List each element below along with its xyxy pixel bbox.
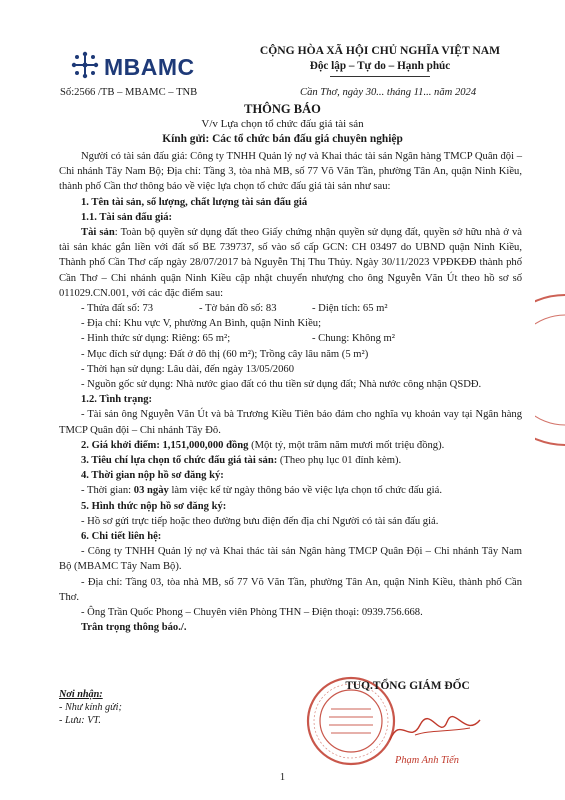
logo-text: MBAMC [104,54,195,80]
section-2 [59,438,522,453]
notice-title: THÔNG BÁO [244,102,321,116]
recipient-1: - Như kính gửi; [59,702,122,713]
section-6-heading: 6. Chi tiết liên hệ: [81,531,162,543]
map-sheet: - Tờ bản đồ số: 83 [199,303,277,315]
parcel-address: - Địa chỉ: Khu vực V, phường An Bình, quận Ninh Kiều; [81,318,322,330]
asset-label: Tài sản [81,227,115,239]
place-date: Cần Thơ, ngày 30... tháng 11... năm 2024 [300,87,477,98]
usage-row [59,331,522,346]
criteria-text: (Theo phụ lục 01 đính kèm). [277,455,402,467]
section-1-1-heading: 1.1. Tài sản đấu giá: [81,211,173,223]
submission-method: - Hồ sơ gửi trực tiếp hoặc theo đường bưu điện đến địa chỉ Người có tài sản đấu giá. [81,515,439,527]
starting-price: 2. Giá khởi điểm: 1,151,000,000 đồng [81,439,249,451]
nation-heading: CỘNG HÒA XÃ HỘI CHỦ NGHĨA VIỆT NAM [259,44,501,57]
asset-text: : Toàn bộ quyền sử dụng đất theo Giấy chứng nhận quyền sử dụng đất, quyền sở hữu nhà ở và tài sản khác gắn liền với đất số BE 739737, số vào sổ cấp GCN: CH 03497 do UBND quận Ninh Kiều, Thành phố Cần Thơ cấp ngày 28/07/2017 bà Nguyễn Thị Thu Thủy. Ngày 30/11/2023 VPĐKĐĐ thành phố Cần Thơ – Chi nhánh quận Ninh Kiều cập nhật chuyển nhượng cho ông Nguyễn Văn Út theo hồ sơ số 011029.CN.001, với các đặc điểm sau: [59,227,522,299]
document-number: Số:2566 /TB – MBAMC – TNB [60,87,198,98]
subject-line: V/v Lựa chọn tổ chức đấu giá tài sản [201,118,364,130]
starting-price-words: (Một tỷ, một trăm năm mươi mốt triệu đồng). [248,439,445,451]
intro-paragraph: Người có tài sản đấu giá: Công ty TNHH Quản lý nợ và Khai thác tài sản Ngân hàng TMCP Quân đội – Chi nhánh Tây Nam Bộ; Địa chỉ: Tầng 3, tòa nhà MB, số 77 Võ Văn Tần, phường Tân An, quận Ninh Kiều, thành phố Cần thơ thông báo về việc lựa chọn tổ chức đấu giá tài sản như sau: [59,151,522,193]
motto-underline [330,76,430,77]
signer-name: Phạm Anh Tiến [395,755,459,766]
parcel-number: - Thửa đất số: 73 [81,303,154,315]
submission-days: 03 ngày [133,485,169,497]
recipients-block [59,688,259,727]
closing: Trân trọng thông báo./. [81,622,187,634]
contact-person: - Ông Trần Quốc Phong – Chuyên viên Phòng THN – Điện thoại: 0939.756.668. [81,607,423,619]
contact-address: - Địa chỉ: Tầng 03, tòa nhà MB, số 77 Võ Văn Tần, phường Tân An, quận Ninh Kiều, thành phố Cần Thơ. [59,576,522,603]
criteria-heading: 3. Tiêu chí lựa chọn tổ chức đấu giá tài sản: [81,455,278,467]
signer-title: TUQ.TỔNG GIÁM ĐỐC [345,680,470,692]
margin-seal-stamp [535,290,565,450]
section-1-heading: 1. Tên tài sản, số lượng, chất lượng tài sản đấu giá [81,196,308,208]
mbamc-logo [70,50,220,84]
contact-company: - Công ty TNHH Quản lý nợ và Khai thác tài sản Ngân hàng TMCP Quân Đội – Chi nhánh Tây Nam Bộ (MBAMC Tây Nam Bộ). [59,546,522,573]
section-3 [59,453,522,468]
usage-form: - Hình thức sử dụng: Riêng: 65 m²; [81,333,231,345]
greeting: Kính gửi: Các tổ chức bán đấu giá chuyên nghiệp [162,133,403,145]
section-1-2-heading: 1.2. Tình trạng: [81,394,153,406]
parcel-area: - Diện tích: 65 m² [312,303,388,315]
section-4-heading: 4. Thời gian nộp hồ sơ đăng ký: [81,470,224,482]
asset-description [59,225,522,301]
asset-status: - Tài sản ông Nguyễn Văn Út và bà Trương Kiều Tiên bảo đảm cho nghĩa vụ khoản vay tại Ngân hàng TMCP Quân đội – Chi nhánh Tây Đô. [59,409,522,436]
document-body [59,149,522,636]
usage-term: - Thời hạn sử dụng: Lâu dài, đến ngày 13/05/2060 [81,363,294,375]
section-5-heading: 5. Hình thức nộp hồ sơ đăng ký: [81,500,227,512]
usage-purpose: - Mục đích sử dụng: Đất ở đô thị (60 m²); Trồng cây lâu năm (5 m²) [81,348,369,360]
usage-shared: - Chung: Không m² [312,333,395,345]
handwritten-signature [385,710,485,750]
star-logo-icon [70,50,100,80]
submission-time [59,483,522,498]
submission-time-label: - Thời gian: [81,485,134,497]
recipients-title: Nơi nhận: [59,689,103,700]
recipient-2: - Lưu: VT. [59,715,101,726]
submission-time-text: làm việc kể từ ngày thông báo về việc lựa chọn tổ chức đấu giá. [168,485,442,497]
page-number: 1 [279,772,286,783]
motto: Độc lập – Tự do – Hạnh phúc [309,60,451,72]
parcel-row [59,301,522,316]
usage-origin: - Nguồn gốc sử dụng: Nhà nước giao đất có thu tiền sử dụng đất; Nhà nước công nhận QSDĐ. [81,379,482,391]
